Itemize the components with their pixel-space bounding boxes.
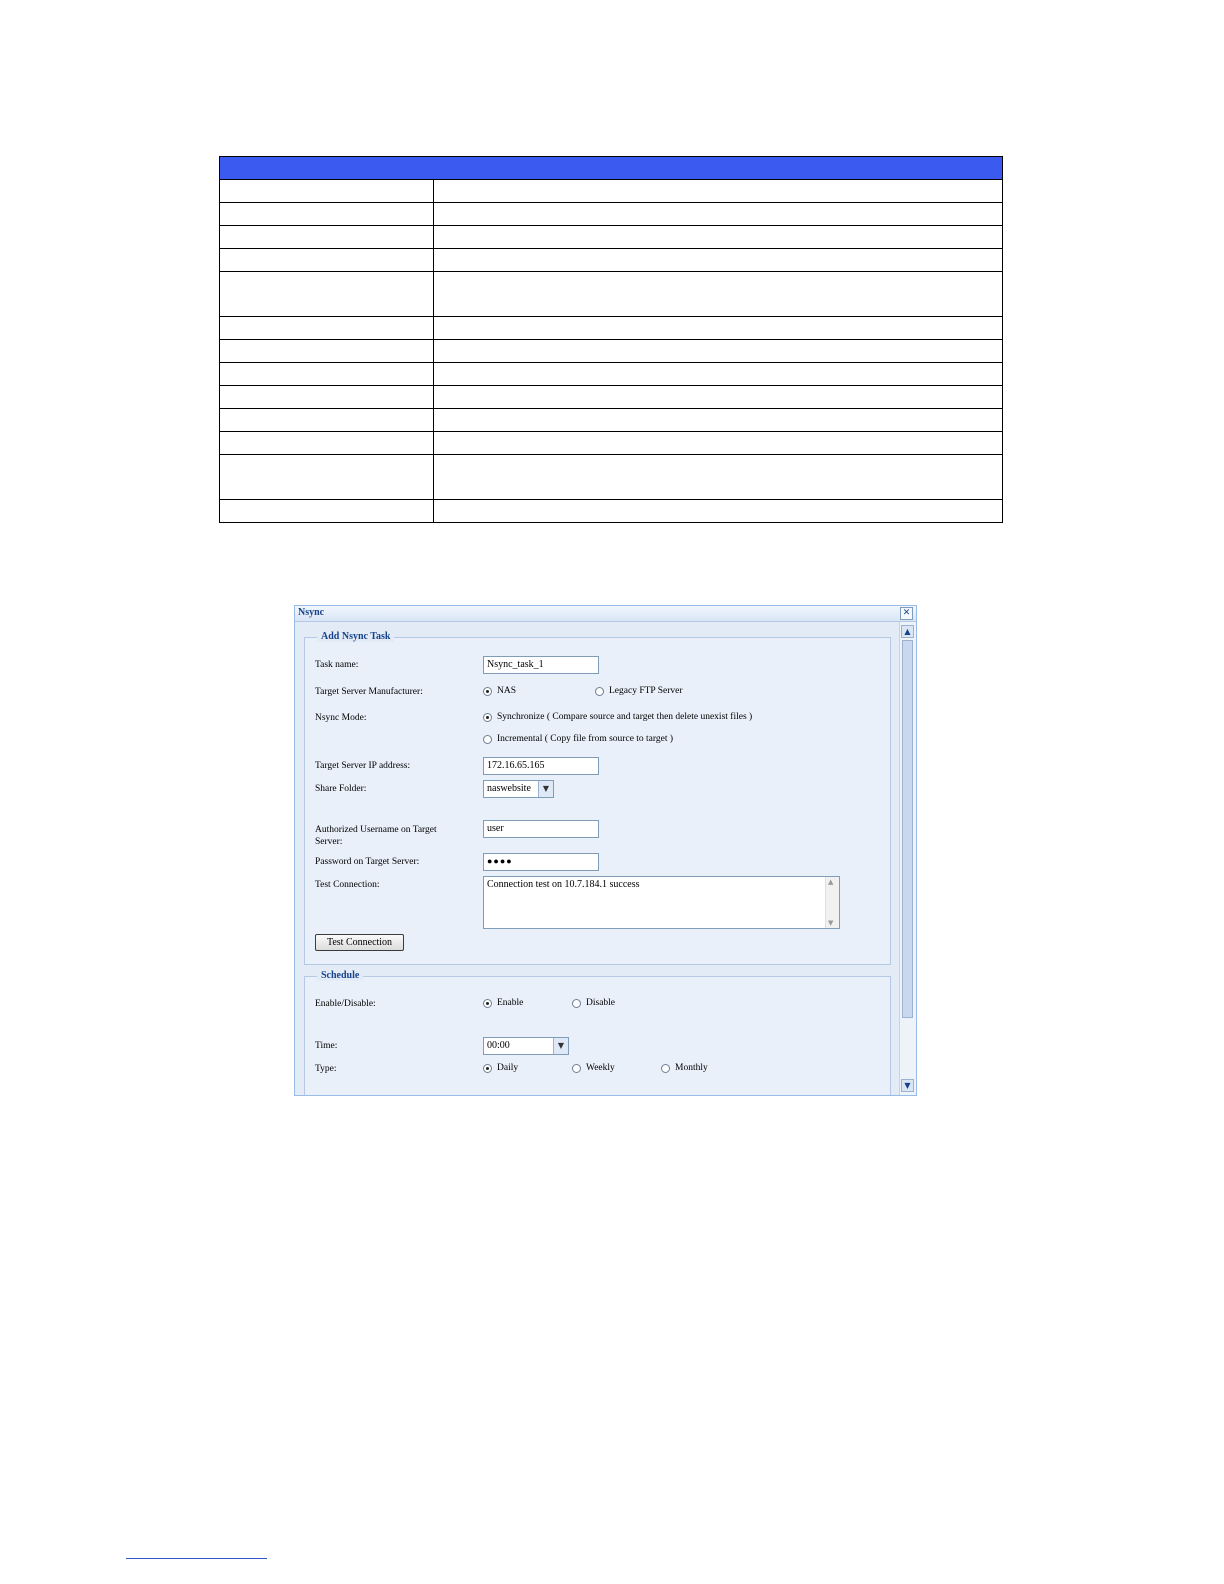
username-input[interactable]: user — [483, 820, 599, 838]
dialog-scrollbar[interactable] — [899, 622, 916, 1095]
table-row — [220, 226, 1003, 249]
schedule-fieldset — [304, 970, 891, 1096]
password-input[interactable]: ●●●● — [483, 853, 599, 871]
radio-daily-label: Daily — [497, 1063, 519, 1073]
radio-enable-label: Enable — [497, 998, 524, 1008]
radio-legacy-ftp-label: Legacy FTP Server — [609, 686, 683, 696]
task-name-label: Task name: — [315, 660, 359, 670]
dialog-title: Nsync — [298, 607, 325, 618]
nsync-mode-label: Nsync Mode: — [315, 713, 367, 723]
radio-weekly-label: Weekly — [586, 1063, 615, 1073]
manufacturer-label: Target Server Manufacturer: — [315, 687, 423, 697]
chevron-down-icon[interactable]: ▼ — [901, 1079, 914, 1092]
schedule-legend: Schedule — [317, 970, 363, 981]
chevron-up-icon[interactable]: ▲ — [901, 625, 914, 638]
table-row — [220, 340, 1003, 363]
radio-nas[interactable] — [483, 687, 492, 696]
task-name-input[interactable]: Nsync_task_1 — [483, 656, 599, 674]
table-row — [220, 363, 1003, 386]
radio-nas-label: NAS — [497, 686, 517, 696]
test-connection-label: Test Connection: — [315, 880, 380, 890]
password-label: Password on Target Server: — [315, 857, 420, 867]
chevron-down-icon[interactable]: ▼ — [828, 919, 834, 927]
table-row — [220, 409, 1003, 432]
radio-disable-label: Disable — [586, 998, 616, 1008]
footer-link-underline — [126, 1558, 267, 1559]
table-row — [220, 180, 1003, 203]
table-row — [220, 432, 1003, 455]
share-folder-label: Share Folder: — [315, 784, 367, 794]
username-label: Authorized Username on Target Server: — [315, 825, 437, 847]
table-row — [220, 272, 1003, 317]
radio-synchronize-label: Synchronize ( Compare source and target then delete unexist files ) — [497, 712, 753, 722]
radio-incremental-label: Incremental ( Copy file from source to target ) — [497, 734, 674, 744]
ip-label: Target Server IP address: — [315, 761, 411, 771]
chevron-down-icon[interactable]: ▼ — [553, 1038, 568, 1054]
table-row — [220, 249, 1003, 272]
scrollbar-thumb[interactable] — [902, 640, 913, 1018]
table-header-row — [220, 157, 1003, 180]
table-row — [220, 500, 1003, 523]
radio-legacy-ftp[interactable] — [595, 687, 604, 696]
chevron-down-icon[interactable]: ▼ — [538, 781, 553, 797]
share-folder-value: naswebsite — [487, 783, 531, 794]
radio-disable[interactable] — [572, 999, 581, 1008]
table-row — [220, 455, 1003, 500]
time-value: 00:00 — [487, 1040, 510, 1051]
chevron-up-icon[interactable]: ▲ — [828, 878, 834, 886]
radio-monthly[interactable] — [661, 1064, 670, 1073]
test-connection-button[interactable]: Test Connection — [315, 934, 404, 951]
enable-disable-label: Enable/Disable: — [315, 999, 376, 1009]
test-result-text: Connection test on 10.7.184.1 success — [487, 879, 640, 890]
radio-daily[interactable] — [483, 1064, 492, 1073]
time-select[interactable] — [483, 1037, 569, 1055]
time-label: Time: — [315, 1041, 338, 1051]
radio-weekly[interactable] — [572, 1064, 581, 1073]
radio-monthly-label: Monthly — [675, 1063, 708, 1073]
dialog-titlebar[interactable] — [295, 606, 916, 622]
radio-incremental[interactable] — [483, 735, 492, 744]
table-row — [220, 203, 1003, 226]
nsync-dialog — [294, 605, 917, 1096]
add-task-fieldset — [304, 631, 891, 965]
radio-synchronize[interactable] — [483, 713, 492, 722]
textarea-scrollbar[interactable] — [825, 877, 839, 928]
ip-input[interactable]: 172.16.65.165 — [483, 757, 599, 775]
close-icon[interactable]: ✕ — [900, 607, 913, 620]
add-task-legend: Add Nsync Task — [317, 631, 394, 642]
dialog-content — [295, 622, 899, 1095]
type-label: Type: — [315, 1064, 337, 1074]
table-row — [220, 317, 1003, 340]
share-folder-select[interactable] — [483, 780, 554, 798]
test-result-textarea[interactable] — [483, 876, 840, 929]
table-row — [220, 386, 1003, 409]
document-table — [219, 156, 1003, 523]
radio-enable[interactable] — [483, 999, 492, 1008]
